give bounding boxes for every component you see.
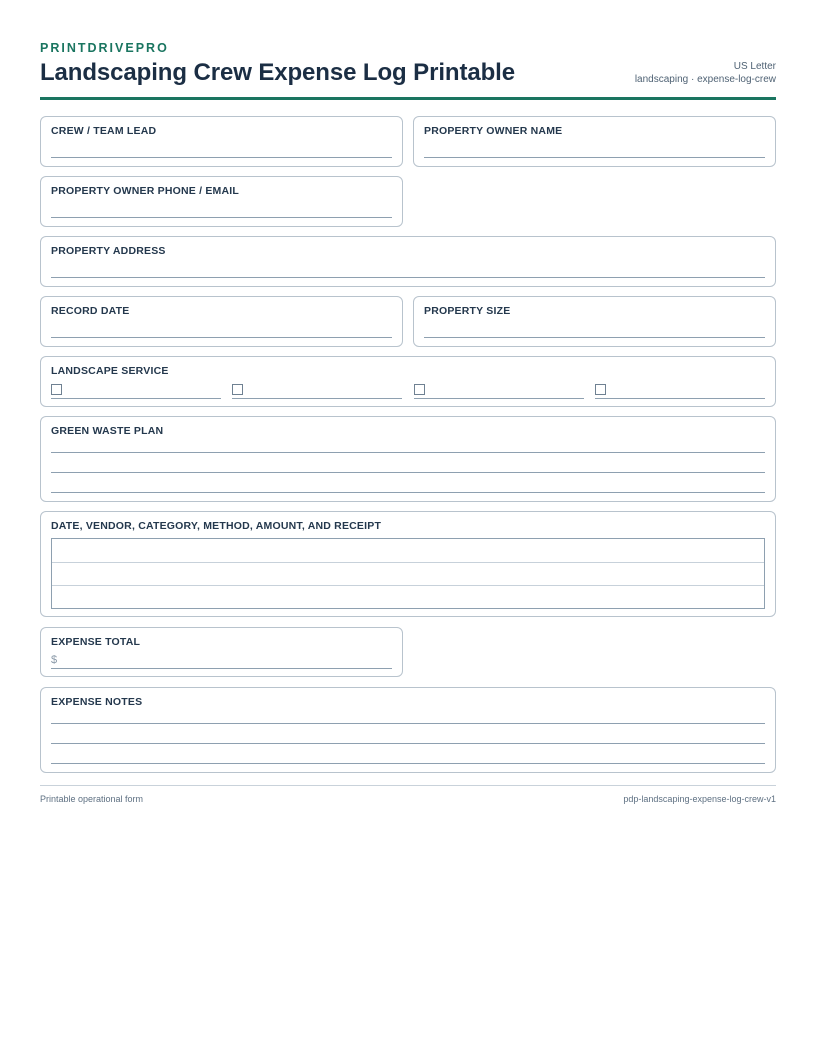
expense-notes-field [40, 687, 776, 773]
expense-total-field [40, 627, 403, 677]
option-write-line[interactable] [232, 398, 402, 399]
checkbox-icon[interactable] [414, 384, 425, 395]
property-address-field [40, 236, 776, 287]
owner-contact-input-line[interactable] [51, 217, 392, 218]
owner-contact-label: PROPERTY OWNER PHONE / EMAIL [51, 185, 240, 197]
crew-lead-field [40, 116, 403, 167]
expense-notes-line-2[interactable] [51, 743, 765, 744]
checkbox-icon[interactable] [51, 384, 62, 395]
expense-table-label: DATE, VENDOR, CATEGORY, METHOD, AMOUNT, AND RECEIPT [51, 520, 382, 532]
service-option-3[interactable] [414, 384, 584, 398]
owner-contact-field [40, 176, 403, 227]
green-waste-label: GREEN WASTE PLAN [51, 425, 164, 437]
landscape-service-field [40, 356, 776, 407]
crew-lead-input-line[interactable] [51, 157, 392, 158]
landscape-service-label: LANDSCAPE SERVICE [51, 365, 169, 377]
green-waste-line-1[interactable] [51, 452, 765, 453]
currency-symbol: $ [51, 654, 58, 666]
owner-name-field [413, 116, 776, 167]
header-rule [40, 97, 776, 100]
footer-form-id: pdp-landscaping-expense-log-crew-v1 [623, 794, 776, 804]
green-waste-field [40, 416, 776, 502]
table-row-divider [52, 585, 764, 586]
service-option-1[interactable] [51, 384, 221, 398]
owner-name-input-line[interactable] [424, 157, 765, 158]
green-waste-line-3[interactable] [51, 492, 765, 493]
footer-rule [40, 785, 776, 786]
record-date-label: RECORD DATE [51, 305, 130, 317]
owner-name-label: PROPERTY OWNER NAME [424, 125, 563, 137]
document-meta [635, 60, 776, 86]
property-address-label: PROPERTY ADDRESS [51, 245, 166, 257]
crew-lead-label: CREW / TEAM LEAD [51, 125, 157, 137]
document-tags: landscaping · expense-log-crew [634, 74, 776, 85]
option-write-line[interactable] [51, 398, 221, 399]
record-date-input-line[interactable] [51, 337, 392, 338]
expense-total-input-line[interactable] [51, 668, 392, 669]
checkbox-icon[interactable] [595, 384, 606, 395]
green-waste-line-2[interactable] [51, 472, 765, 473]
expense-notes-label: EXPENSE NOTES [51, 696, 143, 708]
expense-table [51, 538, 765, 609]
expense-total-label: EXPENSE TOTAL [51, 636, 141, 648]
property-size-field [413, 296, 776, 347]
expense-notes-line-1[interactable] [51, 723, 765, 724]
service-option-2[interactable] [232, 384, 402, 398]
page-title: Landscaping Crew Expense Log Printable [40, 59, 515, 86]
record-date-field [40, 296, 403, 347]
property-size-label: PROPERTY SIZE [424, 305, 511, 317]
property-address-input-line[interactable] [51, 277, 765, 278]
table-row-divider [52, 562, 764, 563]
option-write-line[interactable] [595, 398, 765, 399]
brand-name: PRINTDRIVEPRO [40, 41, 169, 55]
expense-notes-line-3[interactable] [51, 763, 765, 764]
footer-left-text: Printable operational form [40, 794, 144, 804]
option-write-line[interactable] [414, 398, 584, 399]
expense-table-field [40, 511, 776, 617]
service-option-4[interactable] [595, 384, 765, 398]
checkbox-icon[interactable] [232, 384, 243, 395]
property-size-input-line[interactable] [424, 337, 765, 338]
paper-size: US Letter [733, 61, 776, 72]
